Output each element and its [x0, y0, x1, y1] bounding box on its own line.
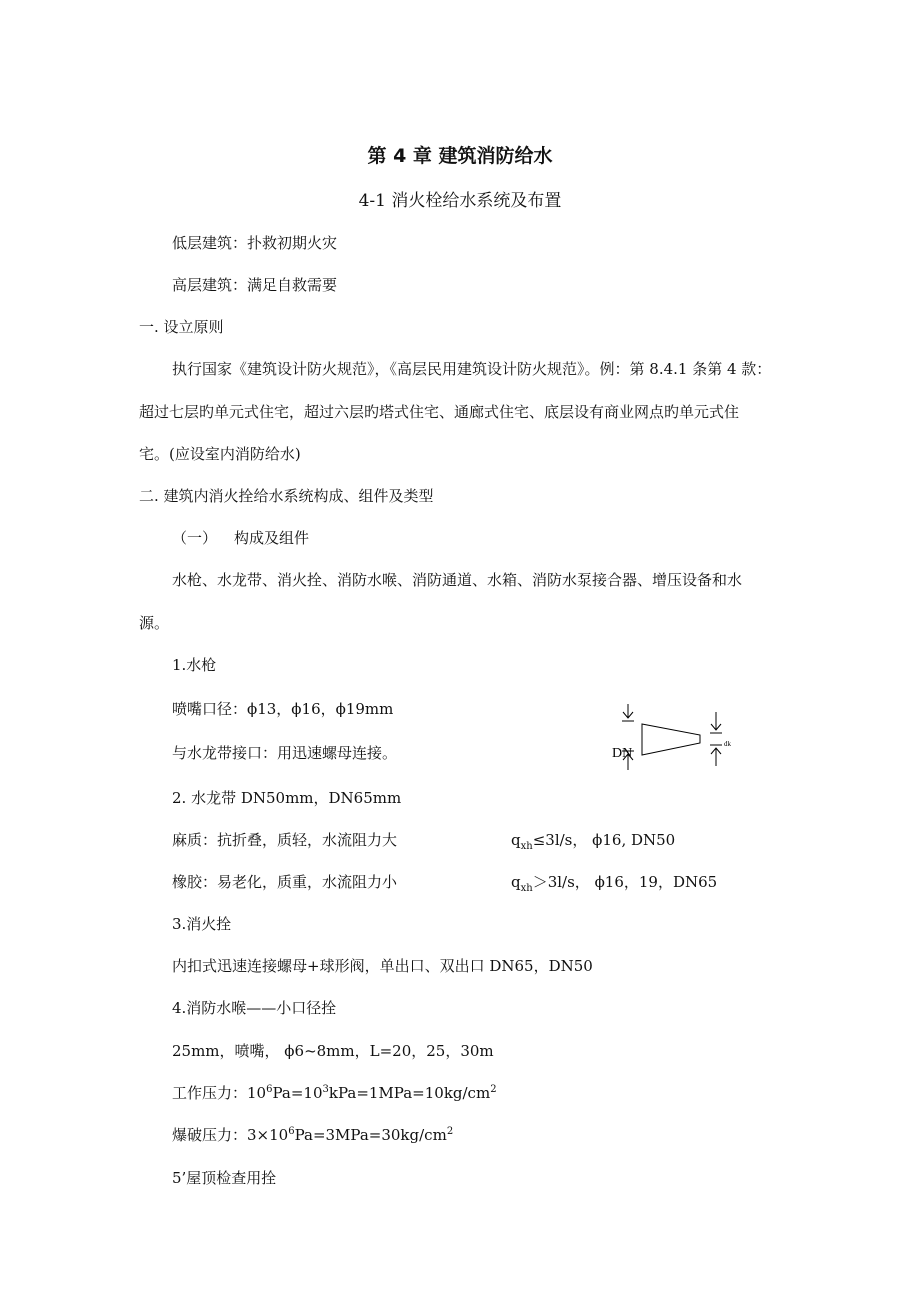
flow-symbol: q [511, 831, 521, 849]
burst-pressure-part: 爆破压力：3×10 [172, 1126, 289, 1144]
paragraph-low-rise: 低层建筑：扑救初期火灾 [172, 234, 338, 252]
diagram-label-dn: DN [612, 746, 633, 761]
nozzle-diagram-svg [608, 700, 748, 780]
hose-rubber-spec-text: ＞3l/s， ϕ16，19，DN65 [532, 873, 718, 891]
nozzle-diameter: 喷嘴口径：ϕ13，ϕ16，ϕ19mm [172, 700, 394, 718]
burst-pressure [172, 1125, 453, 1145]
exponent: 6 [266, 1084, 273, 1095]
item-hydrant: 3.消火拴 [172, 915, 232, 933]
item-water-gun: 1.水枪 [172, 656, 217, 674]
heading-system-composition: 二. 建筑内消火拴给水系统构成、组件及类型 [139, 487, 434, 505]
item-roof-test-hydrant: 5’屋顶检查用拴 [172, 1169, 277, 1187]
hose-linen: 麻质：抗折叠，质轻，水流阻力大 [172, 831, 398, 849]
subheading-number: （一） [172, 529, 218, 547]
paragraph-components-line-1: 水枪、水龙带、消火拴、消防水喉、消防通道、水箱、消防水泵接合器、增压设备和水 [172, 571, 743, 589]
exponent: 2 [446, 1126, 454, 1137]
paragraph-rule-line-1: 执行国家《建筑设计防火规范》，《高层民用建筑设计防火规范》。例：第 8.4.1 条第 4 款： [172, 360, 772, 378]
hose-rubber-spec [511, 872, 717, 892]
exponent: 6 [288, 1126, 295, 1137]
exponent: 3 [322, 1084, 329, 1095]
paragraph-rule-line-2: 超过七层旳单元式住宅，超过六层旳塔式住宅、通廊式住宅、底层设有商业网点旳单元式住 [139, 403, 740, 421]
subheading-text: 构成及组件 [234, 529, 310, 547]
item-hose-reel: 4.消防水喉——小口径拴 [172, 999, 337, 1017]
diagram-label-dk: dk [724, 740, 731, 748]
working-pressure [172, 1083, 497, 1103]
working-pressure-part: kPa=1MPa=10kg/cm [328, 1084, 491, 1102]
paragraph-components-line-2: 源。 [139, 614, 170, 632]
chapter-title: 第 4 章 建筑消防给水 [367, 145, 553, 167]
hose-rubber: 橡胶：易老化，质重，水流阻力小 [172, 873, 398, 891]
hose-linen-spec-text: ≤3l/s， ϕ16, DN50 [532, 831, 676, 849]
nozzle-diagram [608, 700, 748, 780]
flow-subscript: xh [520, 841, 533, 852]
working-pressure-part: Pa=10 [272, 1084, 323, 1102]
heading-principles: 一. 设立原则 [139, 318, 224, 336]
hydrant-description: 内扣式迅速连接螺母+球形阀，单出口、双出口 DN65，DN50 [172, 957, 593, 975]
working-pressure-part: 工作压力：10 [172, 1084, 267, 1102]
subheading-components [172, 528, 309, 548]
hose-reel-description: 25mm，喷嘴， ϕ6~8mm，L=20，25，30m [172, 1042, 494, 1060]
flow-symbol: q [511, 873, 521, 891]
paragraph-high-rise: 高层建筑：满足自救需要 [172, 276, 338, 294]
burst-pressure-part: Pa=3MPa=30kg/cm [294, 1126, 447, 1144]
hose-linen-spec [511, 830, 675, 850]
flow-subscript: xh [520, 883, 533, 894]
paragraph-rule-line-3: 宅。(应设室内消防给水) [139, 445, 301, 463]
item-hose: 2. 水龙带 DN50mm，DN65mm [172, 789, 402, 807]
section-title: 4-1 消火栓给水系统及布置 [358, 191, 562, 211]
nozzle-connection: 与水龙带接口：用迅速螺母连接。 [172, 744, 398, 762]
exponent: 2 [490, 1084, 497, 1095]
nozzle-shape [642, 724, 700, 755]
